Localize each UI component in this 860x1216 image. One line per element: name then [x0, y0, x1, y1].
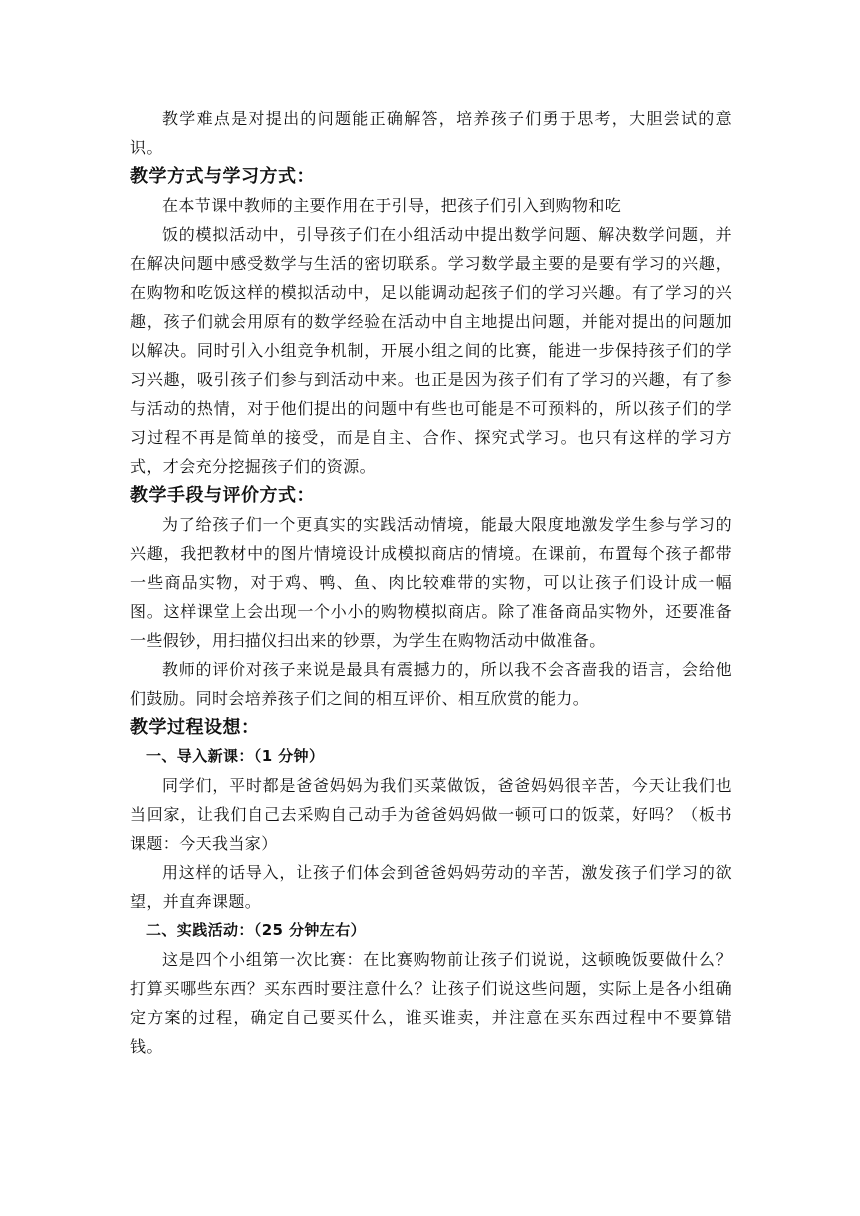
- heading-teaching-means: 教学手段与评价方式：: [130, 485, 315, 506]
- paragraph-intro-2: 用这样的话导入，让孩子们体会到爸爸妈妈劳动的辛苦，激发孩子们学习的欲望，并直奔课题。: [130, 863, 732, 911]
- document-body: [130, 104, 732, 1061]
- paragraph-methods-1: 在本节课中教师的主要作用在于引导，把孩子们引入到购物和吃: [162, 196, 622, 215]
- subheading-intro: 一、导入新课：（1 分钟）: [146, 747, 325, 765]
- paragraph-means-1: 为了给孩子们一个更真实的实践活动情境，能最大限度地激发学生参与学习的兴趣，我把教材中的图片情境设计成模拟商店的情境。在课前，布置每个孩子都带一些商品实物，对于鸡、鸭、鱼、肉比较难带的实物，可以让孩子们设计成一幅图。这样课堂上会出现一个小小的购物模拟商店。除了准备商品实物外，还要准备一些假钞，用扫描仪扫出来的钞票，为学生在购物活动中做准备。: [130, 515, 732, 650]
- paragraph-practice-1: 这是四个小组第一次比赛：在比赛购物前让孩子们说说，这顿晚饭要做什么？打算买哪些东西？买东西时要注意什么？让孩子们说这些问题，实际上是各小组确定方案的过程，确定自己要买什么，谁买谁卖，并注意在买东西过程中不要算错钱。: [130, 950, 732, 1056]
- paragraph-methods-2: 饭的模拟活动中，引导孩子们在小组活动中提出数学问题、解决数学问题，并在解决问题中感受数学与生活的密切联系。学习数学最主要的是要有学习的兴趣，在购物和吃饭这样的模拟活动中，足以能调动起孩子们的学习兴趣。有了学习的兴趣，孩子们就会用原有的数学经验在活动中自主地提出问题，并能对提出的问题加以解决。同时引入小组竞争机制，开展小组之间的比赛，能进一步保持孩子们的学习兴趣，吸引孩子们参与到活动中来。也正是因为孩子们有了学习的兴趣，有了参与活动的热情，对于他们提出的问题中有些也可能是不可预料的，所以孩子们的学习过程不再是简单的接受，而是自主、合作、探究式学习。也只有这样的学习方式，才会充分挖掘孩子们的资源。: [130, 225, 732, 476]
- paragraph-means-2: 教师的评价对孩子来说是最具有震撼力的，所以我不会吝啬我的语言，会给他们鼓励。同时会培养孩子们之间的相互评价、相互欣赏的能力。: [130, 660, 732, 708]
- paragraph-intro-1: 同学们，平时都是爸爸妈妈为我们买菜做饭，爸爸妈妈很辛苦，今天让我们也当回家，让我们自己去采购自己动手为爸爸妈妈做一顿可口的饭菜，好吗？（板书课题：今天我当家）: [130, 776, 732, 853]
- heading-teaching-methods: 教学方式与学习方式：: [130, 166, 315, 187]
- subheading-practice: 二、实践活动：（25 分钟左右）: [146, 921, 366, 939]
- paragraph-difficulty: 教学难点是对提出的问题能正确解答，培养孩子们勇于思考，大胆尝试的意识。: [130, 109, 732, 157]
- heading-teaching-process: 教学过程设想：: [130, 717, 260, 738]
